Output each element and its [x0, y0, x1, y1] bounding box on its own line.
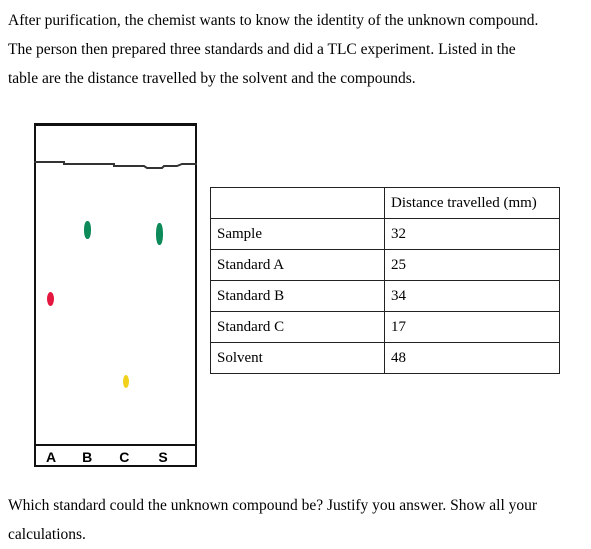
- row-label: Solvent: [211, 343, 385, 374]
- intro-paragraph: [8, 6, 583, 93]
- table-row: [211, 343, 560, 374]
- row-value: 25: [385, 250, 560, 281]
- spot-lane-c: [123, 375, 129, 388]
- question-paragraph: [8, 491, 583, 549]
- question-line: Which standard could the unknown compound be? Justify you answer. Show all your: [8, 497, 538, 514]
- table-header-cell: [211, 188, 385, 219]
- table-header-row: [211, 188, 560, 219]
- lane-label: B: [82, 448, 93, 465]
- spot-lane-a: [47, 292, 54, 306]
- lane-label: A: [46, 448, 57, 465]
- row-value: 34: [385, 281, 560, 312]
- spot-lane-b: [84, 221, 91, 239]
- table-row: [211, 281, 560, 312]
- table-header-cell: Distance travelled (mm): [385, 188, 560, 219]
- lane-label: S: [158, 448, 168, 465]
- distance-table: [210, 187, 560, 374]
- table-row: [211, 250, 560, 281]
- row-value: 48: [385, 343, 560, 374]
- tlc-plate: [34, 123, 197, 467]
- intro-line: After purification, the chemist wants to know the identity of the unknown compound.: [8, 12, 539, 29]
- spot-lane-s: [156, 223, 163, 245]
- row-label: Standard A: [211, 250, 385, 281]
- solvent-front-line: [34, 160, 197, 170]
- question-line: calculations.: [8, 526, 86, 543]
- row-label: Standard C: [211, 312, 385, 343]
- row-value: 17: [385, 312, 560, 343]
- row-label: Standard B: [211, 281, 385, 312]
- lane-labels: [34, 444, 197, 467]
- table-row: [211, 312, 560, 343]
- intro-line: table are the distance travelled by the solvent and the compounds.: [8, 70, 416, 87]
- row-label: Sample: [211, 219, 385, 250]
- intro-line: The person then prepared three standards and did a TLC experiment. Listed in the: [8, 41, 516, 58]
- row-value: 32: [385, 219, 560, 250]
- table-row: [211, 219, 560, 250]
- lane-label: C: [119, 448, 130, 465]
